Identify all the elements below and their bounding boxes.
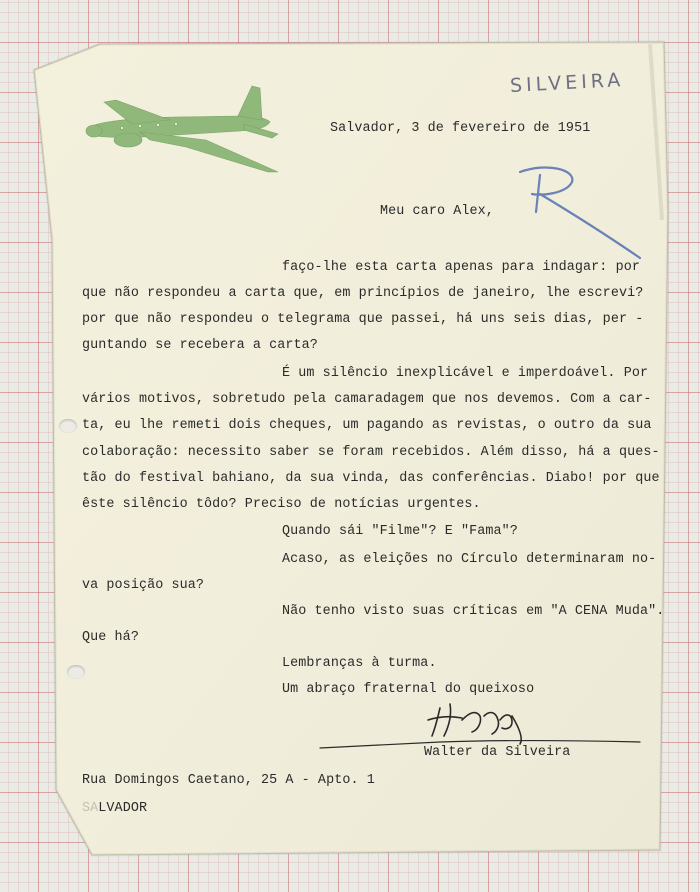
body-line: ta, eu lhe remeti dois cheques, um pagando as revistas, o outro da sua bbox=[82, 418, 652, 433]
city-line bbox=[82, 802, 147, 815]
body-line: que não respondeu a carta que, em princípios de janeiro, lhe escrevi? bbox=[82, 286, 644, 301]
body-line: faço-lhe esta carta apenas para indagar: por bbox=[282, 260, 640, 275]
body-line: Não tenho visto suas críticas em "A CENA Muda". bbox=[282, 604, 665, 619]
body-line: Que há? bbox=[82, 630, 139, 645]
punch-hole bbox=[67, 665, 85, 679]
body-line: tão do festival bahiano, da sua vinda, das conferências. Diabo! por que bbox=[82, 471, 660, 486]
salutation: Meu caro Alex, bbox=[380, 204, 494, 219]
body-line: colaboração: necessito saber se foram recebidos. Além disso, há a ques- bbox=[82, 445, 660, 460]
body-line: va posição sua? bbox=[82, 578, 205, 593]
body-line: êste silêncio tôdo? Preciso de notícias urgentes. bbox=[82, 497, 481, 512]
body-line: Quando sái "Filme"? E "Fama"? bbox=[282, 524, 518, 539]
body-line: por que não respondeu o telegrama que passei, há uns seis dias, per - bbox=[82, 312, 644, 327]
body-line: É um silêncio inexplicável e imperdoável. Por bbox=[282, 366, 649, 381]
body-line: vários motivos, sobretudo pela camaradagem que nos devemos. Com a car- bbox=[82, 392, 652, 407]
body-line: guntando se recebera a carta? bbox=[82, 338, 318, 353]
punch-hole bbox=[59, 419, 77, 433]
date-line: Salvador, 3 de fevereiro de 1951 bbox=[330, 121, 591, 136]
signature-name: Walter da Silveira bbox=[424, 745, 571, 760]
surname-annotation: SILVEIRA bbox=[509, 69, 625, 97]
city-faded-part: SA bbox=[82, 801, 99, 816]
city-rest: LVADOR bbox=[98, 801, 148, 816]
body-line: Lembranças à turma. bbox=[282, 656, 437, 671]
closing-line: Um abraço fraternal do queixoso bbox=[282, 682, 535, 697]
address-line: Rua Domingos Caetano, 25 A - Apto. 1 bbox=[82, 773, 375, 788]
body-line: Acaso, as eleições no Círculo determinaram no- bbox=[282, 552, 657, 567]
